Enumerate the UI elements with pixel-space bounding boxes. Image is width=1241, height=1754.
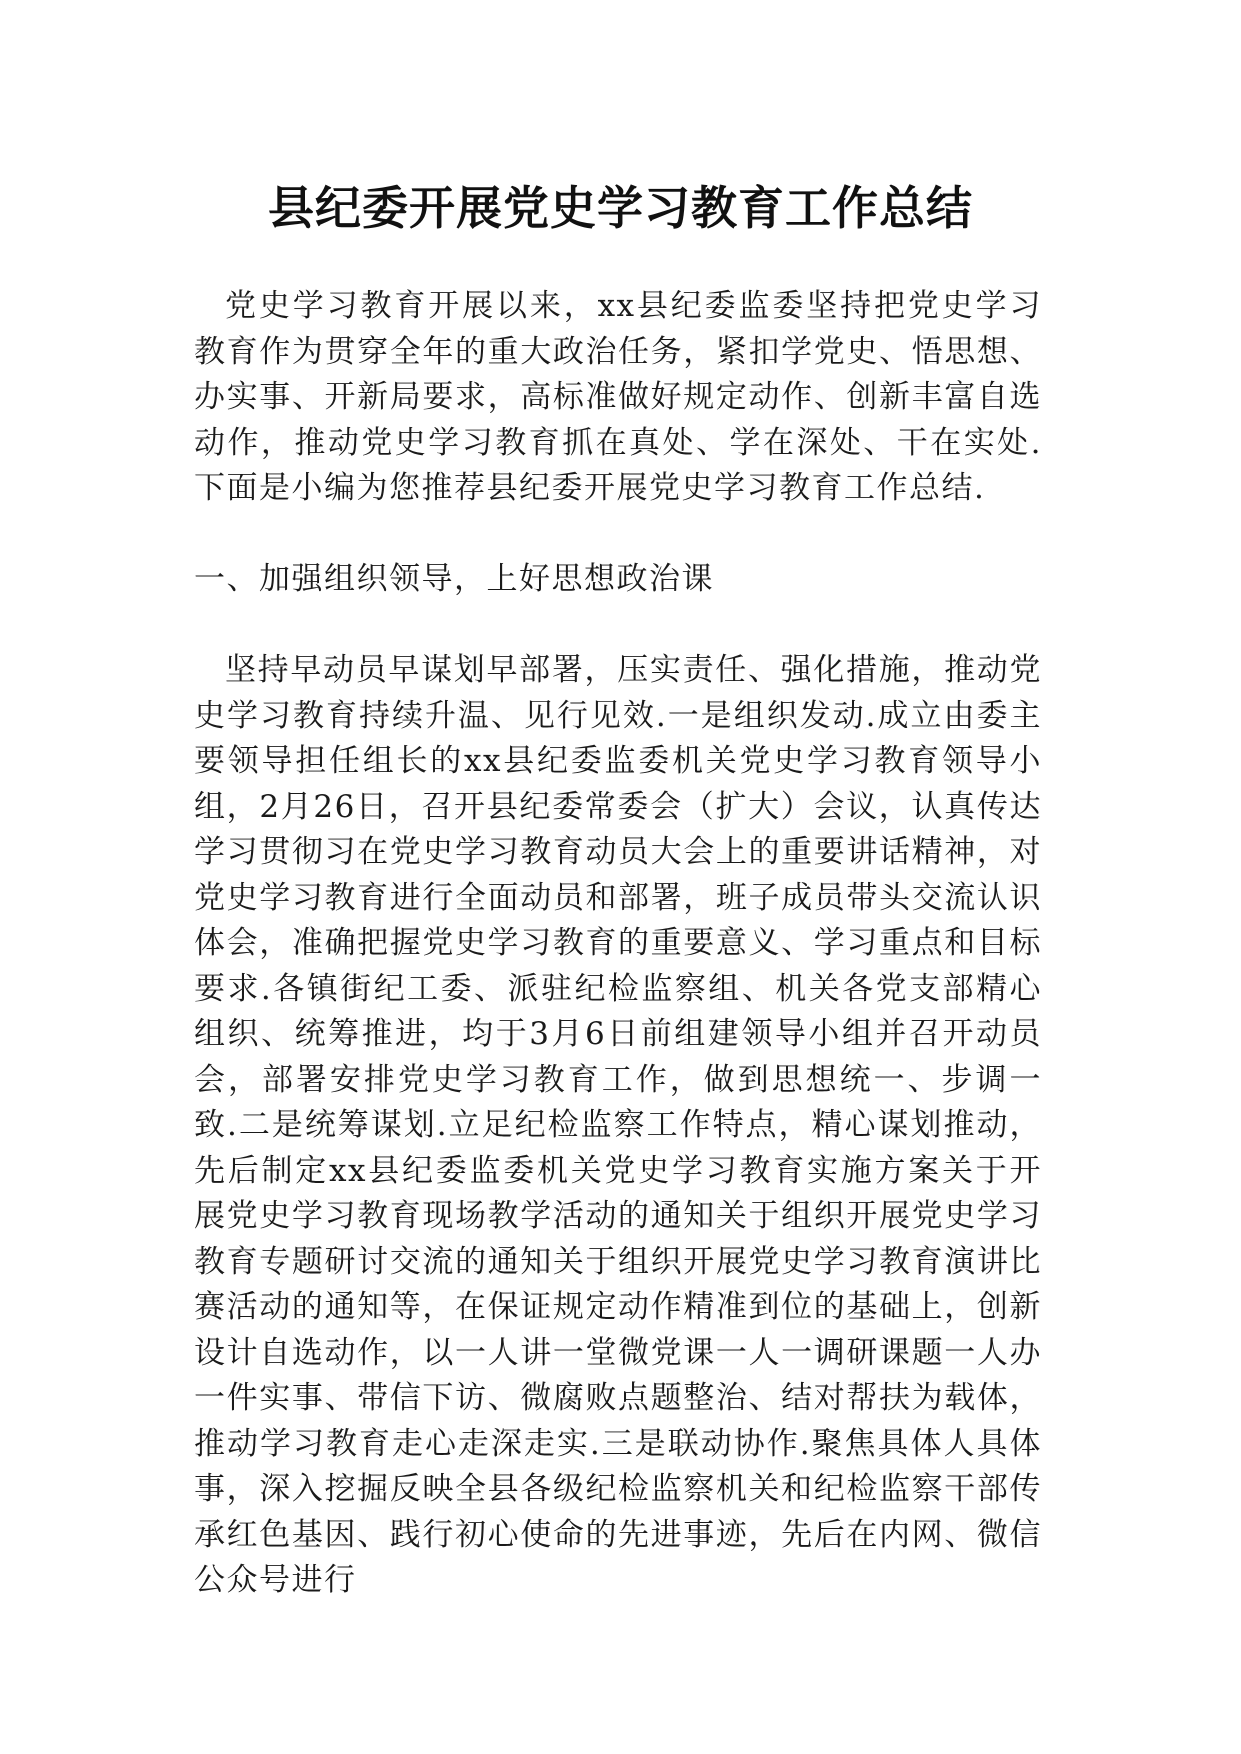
section-paragraph: 坚持早动员早谋划早部署，压实责任、强化措施，推动党史学习教育持续升温、见行见效.一是组织发动.成立由委主要领导担任组长的xx县纪委监委机关党史学习教育领导小组，2月26日，召开县纪委常委会（扩大）会议，认真传达学习贯彻习在党史学习教育动员大会上的重要讲话精神，对党史学习教育进行全面动员和部署，班子成员带头交流认识体会，准确把握党史学习教育的重要意义、学习重点和目标要求.各镇街纪工委、派驻纪检监察组、机关各党支部精心组织、统筹推进，均于3月6日前组建领导小组并召开动员会，部署安排党史学习教育工作，做到思想统一、步调一致.二是统筹谋划.立足纪检监察工作特点，精心谋划推动，先后制定xx县纪委监委机关党史学习教育实施方案关于开展党史学习教育现场教学活动的通知关于组织开展党史学习教育专题研讨交流的通知关于组织开展党史学习教育演讲比赛活动的通知等，在保证规定动作精准到位的基础上，创新设计自选动作，以一人讲一堂微党课一人一调研课题一人办一件实事、带信下访、微腐败点题整治、结对帮扶为载体，推动学习教育走心走深走实.三是联动协作.聚焦具体人具体事，深入挖掘反映全县各级纪检监察机关和纪检监察干部传承红色基因、践行初心使命的先进事迹，先后在内网、微信公众号进行 [194,652,1042,1598]
document-title: 县纪委开展党史学习教育工作总结 [268,181,973,235]
intro-paragraph: 党史学习教育开展以来，xx县纪委监委坚持把党史学习教育作为贯穿全年的重大政治任务，紧扣学党史、悟思想、办实事、开新局要求，高标准做好规定动作、创新丰富自选动作，推动党史学习教育抓在真处、学在深处、干在实处.下面是小编为您推荐县纪委开展党史学习教育工作总结. [194,288,1042,506]
section-heading: 一、加强组织领导，上好思想政治课 [194,561,714,597]
document-body [194,284,1042,1604]
